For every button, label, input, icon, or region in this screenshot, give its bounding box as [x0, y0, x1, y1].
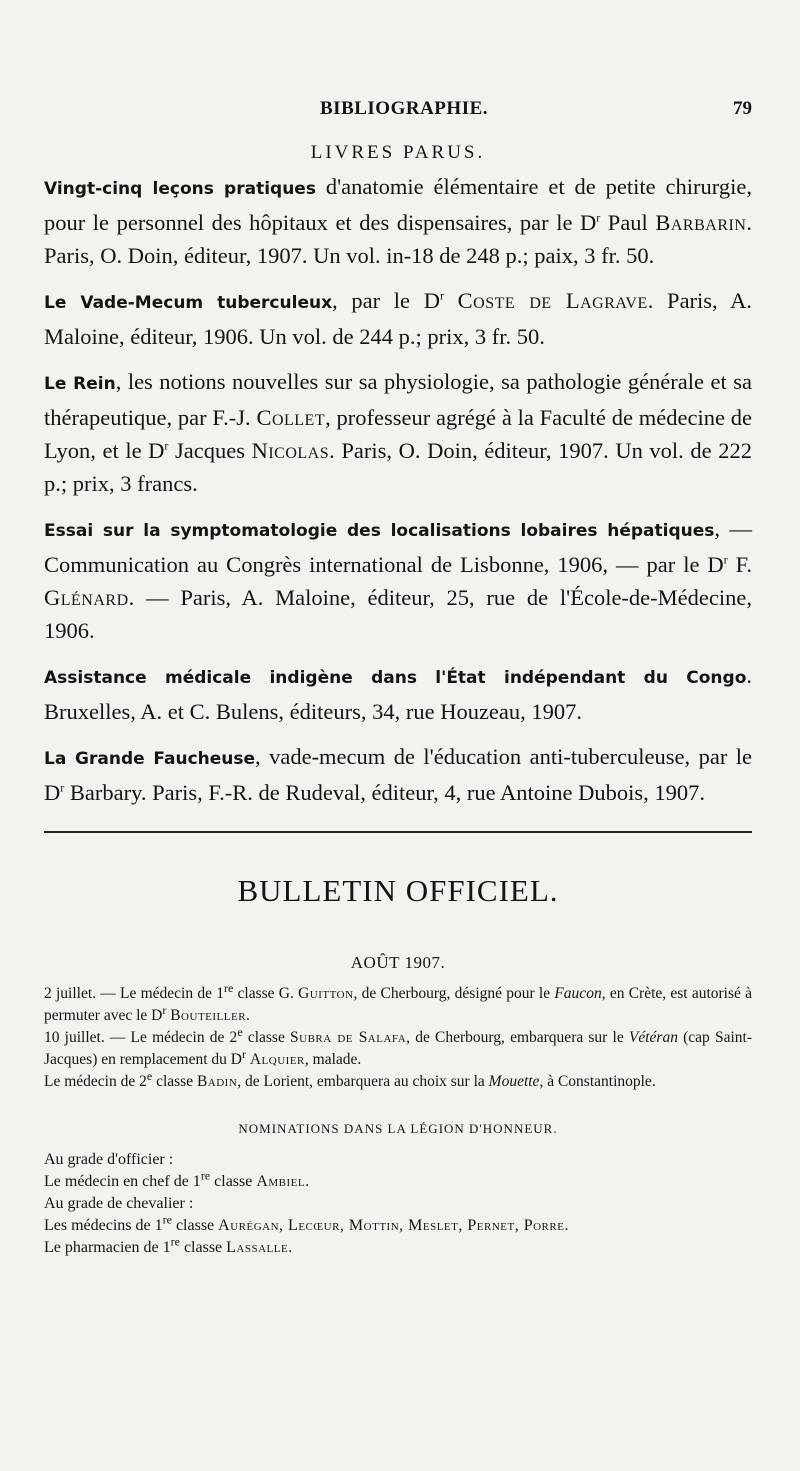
bulletin-title: BULLETIN OFFICIEL. [237, 873, 559, 908]
book-entry: Assistance médicale indigène dans l'État indépendant du Congo. Bruxelles, A. et C. Bulens, éditeurs, 34, rue Houzeau, 1907. [44, 663, 752, 724]
person-name: Guitton [298, 985, 354, 1002]
doctors-nomination: Les médecins de 1re classe Aurégan, Lecœur, Mottin, Meslet, Pernet, Porre. [44, 1212, 569, 1234]
notice: Le médecin de 2e classe Badin, de Lorient, embarquera au choix sur la Mouette, à Constantinople. [44, 1068, 656, 1090]
notice: 10 juillet. — Le médecin de 2e classe Subra de Salafa, de Cherbourg, embarquera sur le Vétéran (cap Saint-Jacques) en remplacement du $D^r$ Alquier, malade. [44, 1024, 753, 1068]
book-title: Le Vade-Mecum tuberculeux [44, 293, 333, 313]
ship-name: Mouette [488, 1073, 540, 1090]
book-entry: Vingt-cinq leçons pratiques d'anatomie élémentaire et de petite chirurgie, pour le personnel des hôpitaux et des dispensaires, par le $D^r$ Paul Barbarin. Paris, O. Doin, éditeur, 1907. Un vol. in-18 de 248 p.; paix, 3 fr. 50. [44, 174, 752, 268]
running-head [44, 98, 752, 134]
running-head-title: BIBLIOGRAPHIE. [320, 98, 489, 119]
author-name: Coste de Lagrave [457, 288, 648, 313]
person-name: Alquier [249, 1051, 305, 1068]
nominations-title: NOMINATIONS DANS LA LÉGION D'HONNEUR. [238, 1121, 558, 1136]
book-title: Vingt-cinq leçons pratiques [44, 179, 316, 199]
person-name: Badin [196, 1073, 238, 1090]
book-entry: Le Vade-Mecum tuberculeux, par le $D^r$ Coste de Lagrave. Paris, A. Maloine, éditeur, 1906. Un vol. de 244 p.; prix, 3 fr. 50. [44, 288, 752, 349]
page-number: 79 [733, 98, 752, 119]
section-title: LIVRES PARUS. [310, 142, 486, 163]
pharmacist-nomination: Le pharmacien de 1re classe Lassalle. [44, 1234, 293, 1256]
person-name: Subra de Salafa [290, 1029, 407, 1046]
person-name: Lassalle [226, 1239, 289, 1256]
author-name: Collet [256, 405, 326, 430]
person-name: Ambiel [256, 1173, 306, 1190]
book-entry: Essai sur la symptomatologie des localisations lobaires hépatiques, — Communication au Congrès international de Lisbonne, 1906, — par le $D^r$ F. Glénard. — Paris, A. Maloine, éditeur, 25, rue de l'École-de-Médecine, 1906. [44, 516, 752, 643]
book-title: Assistance médicale indigène dans l'État indépendant du Congo [44, 668, 747, 688]
book-entry: Le Rein, les notions nouvelles sur sa physiologie, sa pathologie générale et sa thérapeutique, par F.-J. Collet, professeur agrégé à la Faculté de médecine de Lyon, et le $D^r$ Jacques Nicolas. Paris, O. Doin, éditeur, 1907. Un vol. de 222 p.; prix, 3 francs. [44, 369, 752, 496]
book-title: Le Rein [44, 374, 116, 394]
book-title: La Grande Faucheuse [44, 749, 256, 769]
section-divider [44, 831, 752, 833]
notice: 2 juillet. — Le médecin de 1re classe G. Guitton, de Cherbourg, désigné pour le Faucon, en Crète, est autorisé à permuter avec le $D^r$ Bouteiller. [44, 980, 753, 1024]
book-entry: La Grande Faucheuse, vade-mecum de l'éducation anti-tuberculeuse, par le $D^r$ Barbary. Paris, F.-R. de Rudeval, éditeur, 4, rue Antoine Dubois, 1907. [44, 744, 752, 805]
ship-name: Vétéran [628, 1029, 678, 1046]
person-name: Bouteiller [170, 1007, 247, 1024]
person-name: Aurégan, Lecœur, Mottin, Meslet, Pernet, Porre [218, 1217, 565, 1234]
officer-nomination: Le médecin en chef de 1re classe Ambiel. [44, 1168, 310, 1190]
author-name: Nicolas [251, 438, 330, 463]
author-name: Glénard [44, 585, 129, 610]
bulletin-date: AOÛT 1907. [350, 953, 446, 972]
author-name: Barbarin [655, 210, 747, 235]
book-title: Essai sur la symptomatologie des localisations lobaires hépatiques [44, 521, 715, 541]
ship-name: Faucon [554, 985, 602, 1002]
knight-grade-label: Au grade de chevalier : [44, 1195, 194, 1212]
officer-grade-label: Au grade d'officier : [44, 1151, 174, 1168]
page [44, 98, 752, 1259]
